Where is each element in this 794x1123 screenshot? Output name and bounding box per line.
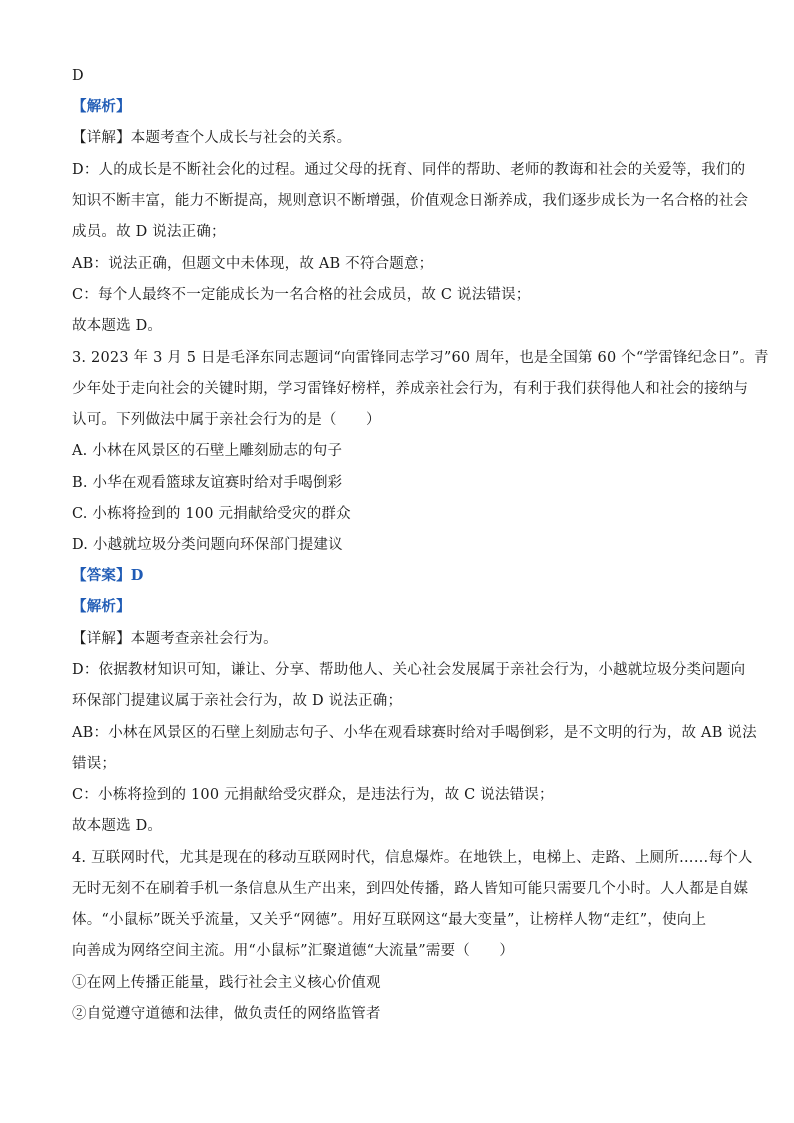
text-line: C：小栋将捡到的 100 元捐献给受灾群众，是违法行为，故 C 说法错误； [72,787,554,803]
question-4-stem: 4. 互联网时代，尤其是现在的移动互联网时代，信息爆炸。在地铁上，电梯上、走路、上厕所……每个人 [72,850,753,866]
question-3-stem: 认可。下列做法中属于亲社会行为的是（ ） [72,412,381,428]
text-line: 环保部门提建议属于亲社会行为，故 D 说法正确； [72,693,403,709]
text-line: 成员。故 D 说法正确； [72,224,226,240]
text-line: 错误； [72,756,117,772]
statement-1: ①在网上传播正能量，践行社会主义核心价值观 [72,975,381,991]
analysis-heading: 【解析】 [72,598,131,615]
text-line: D：人的成长是不断社会化的过程。通过父母的抚育、同伴的帮助、老师的教诲和社会的关爱等，我们的 [72,162,746,178]
text-line: 故本题选 D。 [72,318,163,334]
answer-heading: 【答案】D [72,567,144,584]
option-c: C. 小栋将捡到的 100 元捐献给受灾的群众 [72,506,351,522]
analysis-heading: 【解析】 [72,98,131,115]
option-a: A. 小林在风景区的石壁上雕刻励志的句子 [72,443,343,459]
question-3-stem: 少年处于走向社会的关键时期，学习雷锋好榜样，养成亲社会行为，有利于我们获得他人和社会的接纳与 [72,381,749,397]
answer-letter: D [72,68,84,84]
question-4-stem: 无时无刻不在刷着手机一条信息从生产出来，到四处传播，路人皆知可能只需要几个小时。人人都是自媒 [72,881,749,897]
option-d: D. 小越就垃圾分类问题向环保部门提建议 [72,537,343,553]
text-line: 知识不断丰富，能力不断提高，规则意识不断增强，价值观念日渐养成，我们逐步成长为一名合格的社会 [72,193,749,209]
text-line: C：每个人最终不一定能成长为一名合格的社会成员，故 C 说法错误； [72,287,531,303]
text-line: 【详解】本题考查亲社会行为。 [72,631,278,647]
question-4-stem: 体。“小鼠标”既关乎流量，又关乎“网德”。用好互联网这“最大变量”，让榜样人物“走红”，使向上 [72,912,707,928]
text-line: D：依据教材知识可知，谦让、分享、帮助他人、关心社会发展属于亲社会行为，小越就垃圾分类问题向 [72,662,746,678]
statement-2: ②自觉遵守道德和法律，做负责任的网络监管者 [72,1006,381,1022]
option-b: B. 小华在观看篮球友谊赛时给对手喝倒彩 [72,475,343,491]
text-line: 【详解】本题考查个人成长与社会的关系。 [72,130,352,146]
text-line: 故本题选 D。 [72,818,163,834]
question-3-stem: 3. 2023 年 3 月 5 日是毛泽东同志题词“向雷锋同志学习”60 周年，也是全国第 60 个“学雷锋纪念日”。青 [72,350,769,366]
text-line: AB：小林在风景区的石壁上刻励志句子、小华在观看球赛时给对手喝倒彩，是不文明的行为，故 AB 说法 [72,725,757,741]
question-4-stem: 向善成为网络空间主流。用“小鼠标”汇聚道德“大流量”需要（ ） [72,943,515,959]
text-line: AB：说法正确，但题文中未体现，故 AB 不符合题意； [72,256,434,272]
